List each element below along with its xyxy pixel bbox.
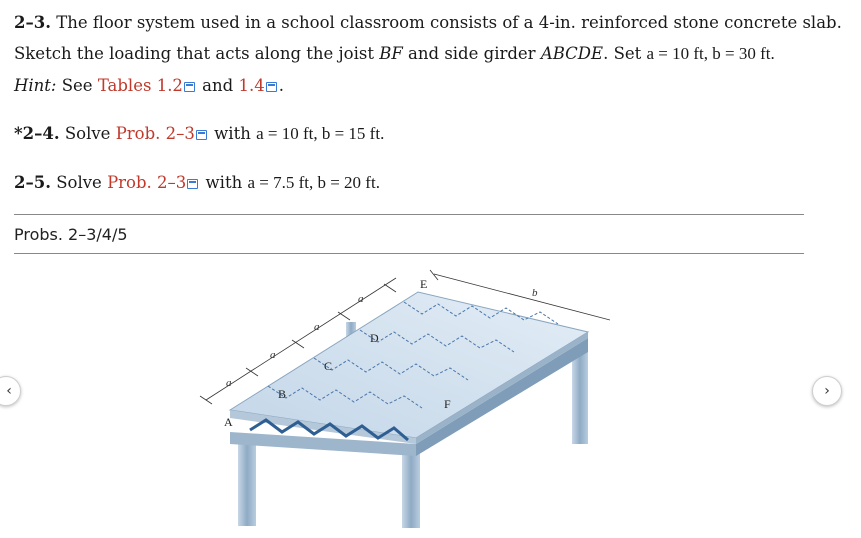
joist-label: BF bbox=[379, 44, 403, 63]
problem-number: *2–4. bbox=[14, 124, 60, 143]
problem-2-3-line2 bbox=[14, 43, 775, 65]
external-link-icon[interactable] bbox=[187, 179, 198, 189]
chevron-right-icon: › bbox=[824, 383, 830, 399]
label-a-4: a bbox=[358, 293, 364, 305]
link-prob-2-3[interactable]: Prob. 2–3 bbox=[115, 124, 195, 143]
problem-text: with bbox=[200, 173, 248, 192]
hint-text: . bbox=[278, 76, 284, 95]
column-front-left bbox=[238, 440, 256, 526]
label-B: B bbox=[278, 387, 287, 401]
problem-text: Solve bbox=[59, 124, 116, 143]
problem-number: 2–5. bbox=[14, 173, 51, 192]
external-link-icon[interactable] bbox=[266, 82, 277, 92]
divider-bottom bbox=[14, 253, 804, 254]
label-E: E bbox=[420, 277, 428, 291]
hint-text: See bbox=[56, 76, 98, 95]
label-C: C bbox=[324, 359, 333, 373]
problem-text: Sketch the loading that acts along the joist bbox=[14, 44, 380, 63]
problem-2-4 bbox=[14, 123, 384, 145]
external-link-icon[interactable] bbox=[196, 130, 207, 140]
prev-button[interactable] bbox=[0, 376, 21, 406]
problem-2-3-line1 bbox=[14, 12, 842, 34]
problem-text: and side girder bbox=[402, 44, 541, 63]
girder-label: ABCDE bbox=[540, 44, 604, 63]
link-table-1-4[interactable]: 1.4 bbox=[238, 76, 265, 95]
problem-text: with bbox=[208, 124, 257, 143]
figure-caption: Probs. 2–3/4/5 bbox=[14, 225, 128, 244]
hint-label: Hint: bbox=[14, 76, 57, 95]
label-D: D bbox=[370, 331, 379, 345]
problem-values: a = 10 ft, b = 15 ft. bbox=[256, 124, 385, 143]
label-a-1: a bbox=[226, 377, 232, 389]
problem-2-3-hint bbox=[14, 75, 284, 97]
column-front-right bbox=[402, 448, 420, 528]
column-back-right bbox=[572, 352, 588, 444]
link-table-1-2[interactable]: Tables 1.2 bbox=[97, 76, 183, 95]
problem-text: . Set bbox=[603, 44, 647, 63]
chevron-left-icon: ‹ bbox=[6, 383, 12, 399]
external-link-icon[interactable] bbox=[184, 82, 195, 92]
problem-text: Solve bbox=[50, 173, 108, 192]
label-b: b bbox=[532, 287, 538, 299]
concrete-slab bbox=[230, 292, 588, 438]
divider-top bbox=[14, 214, 804, 215]
label-a-3: a bbox=[314, 321, 320, 333]
problem-values: a = 10 ft, b = 30 ft. bbox=[646, 44, 775, 63]
next-button[interactable] bbox=[812, 376, 842, 406]
problem-text: The floor system used in a school classroom consists of a 4-in. reinforced stone concrete slab. bbox=[56, 13, 842, 32]
floor-system-figure bbox=[190, 262, 610, 534]
problem-number: 2–3. bbox=[14, 13, 51, 32]
label-F: F bbox=[444, 397, 451, 411]
hint-text: and bbox=[196, 76, 239, 95]
problem-2-5 bbox=[14, 172, 380, 194]
label-a-2: a bbox=[270, 349, 276, 361]
problem-values: a = 7.5 ft, b = 20 ft. bbox=[247, 173, 380, 192]
label-A: A bbox=[224, 415, 233, 429]
link-prob-2-3[interactable]: Prob. 2–3 bbox=[107, 173, 187, 192]
